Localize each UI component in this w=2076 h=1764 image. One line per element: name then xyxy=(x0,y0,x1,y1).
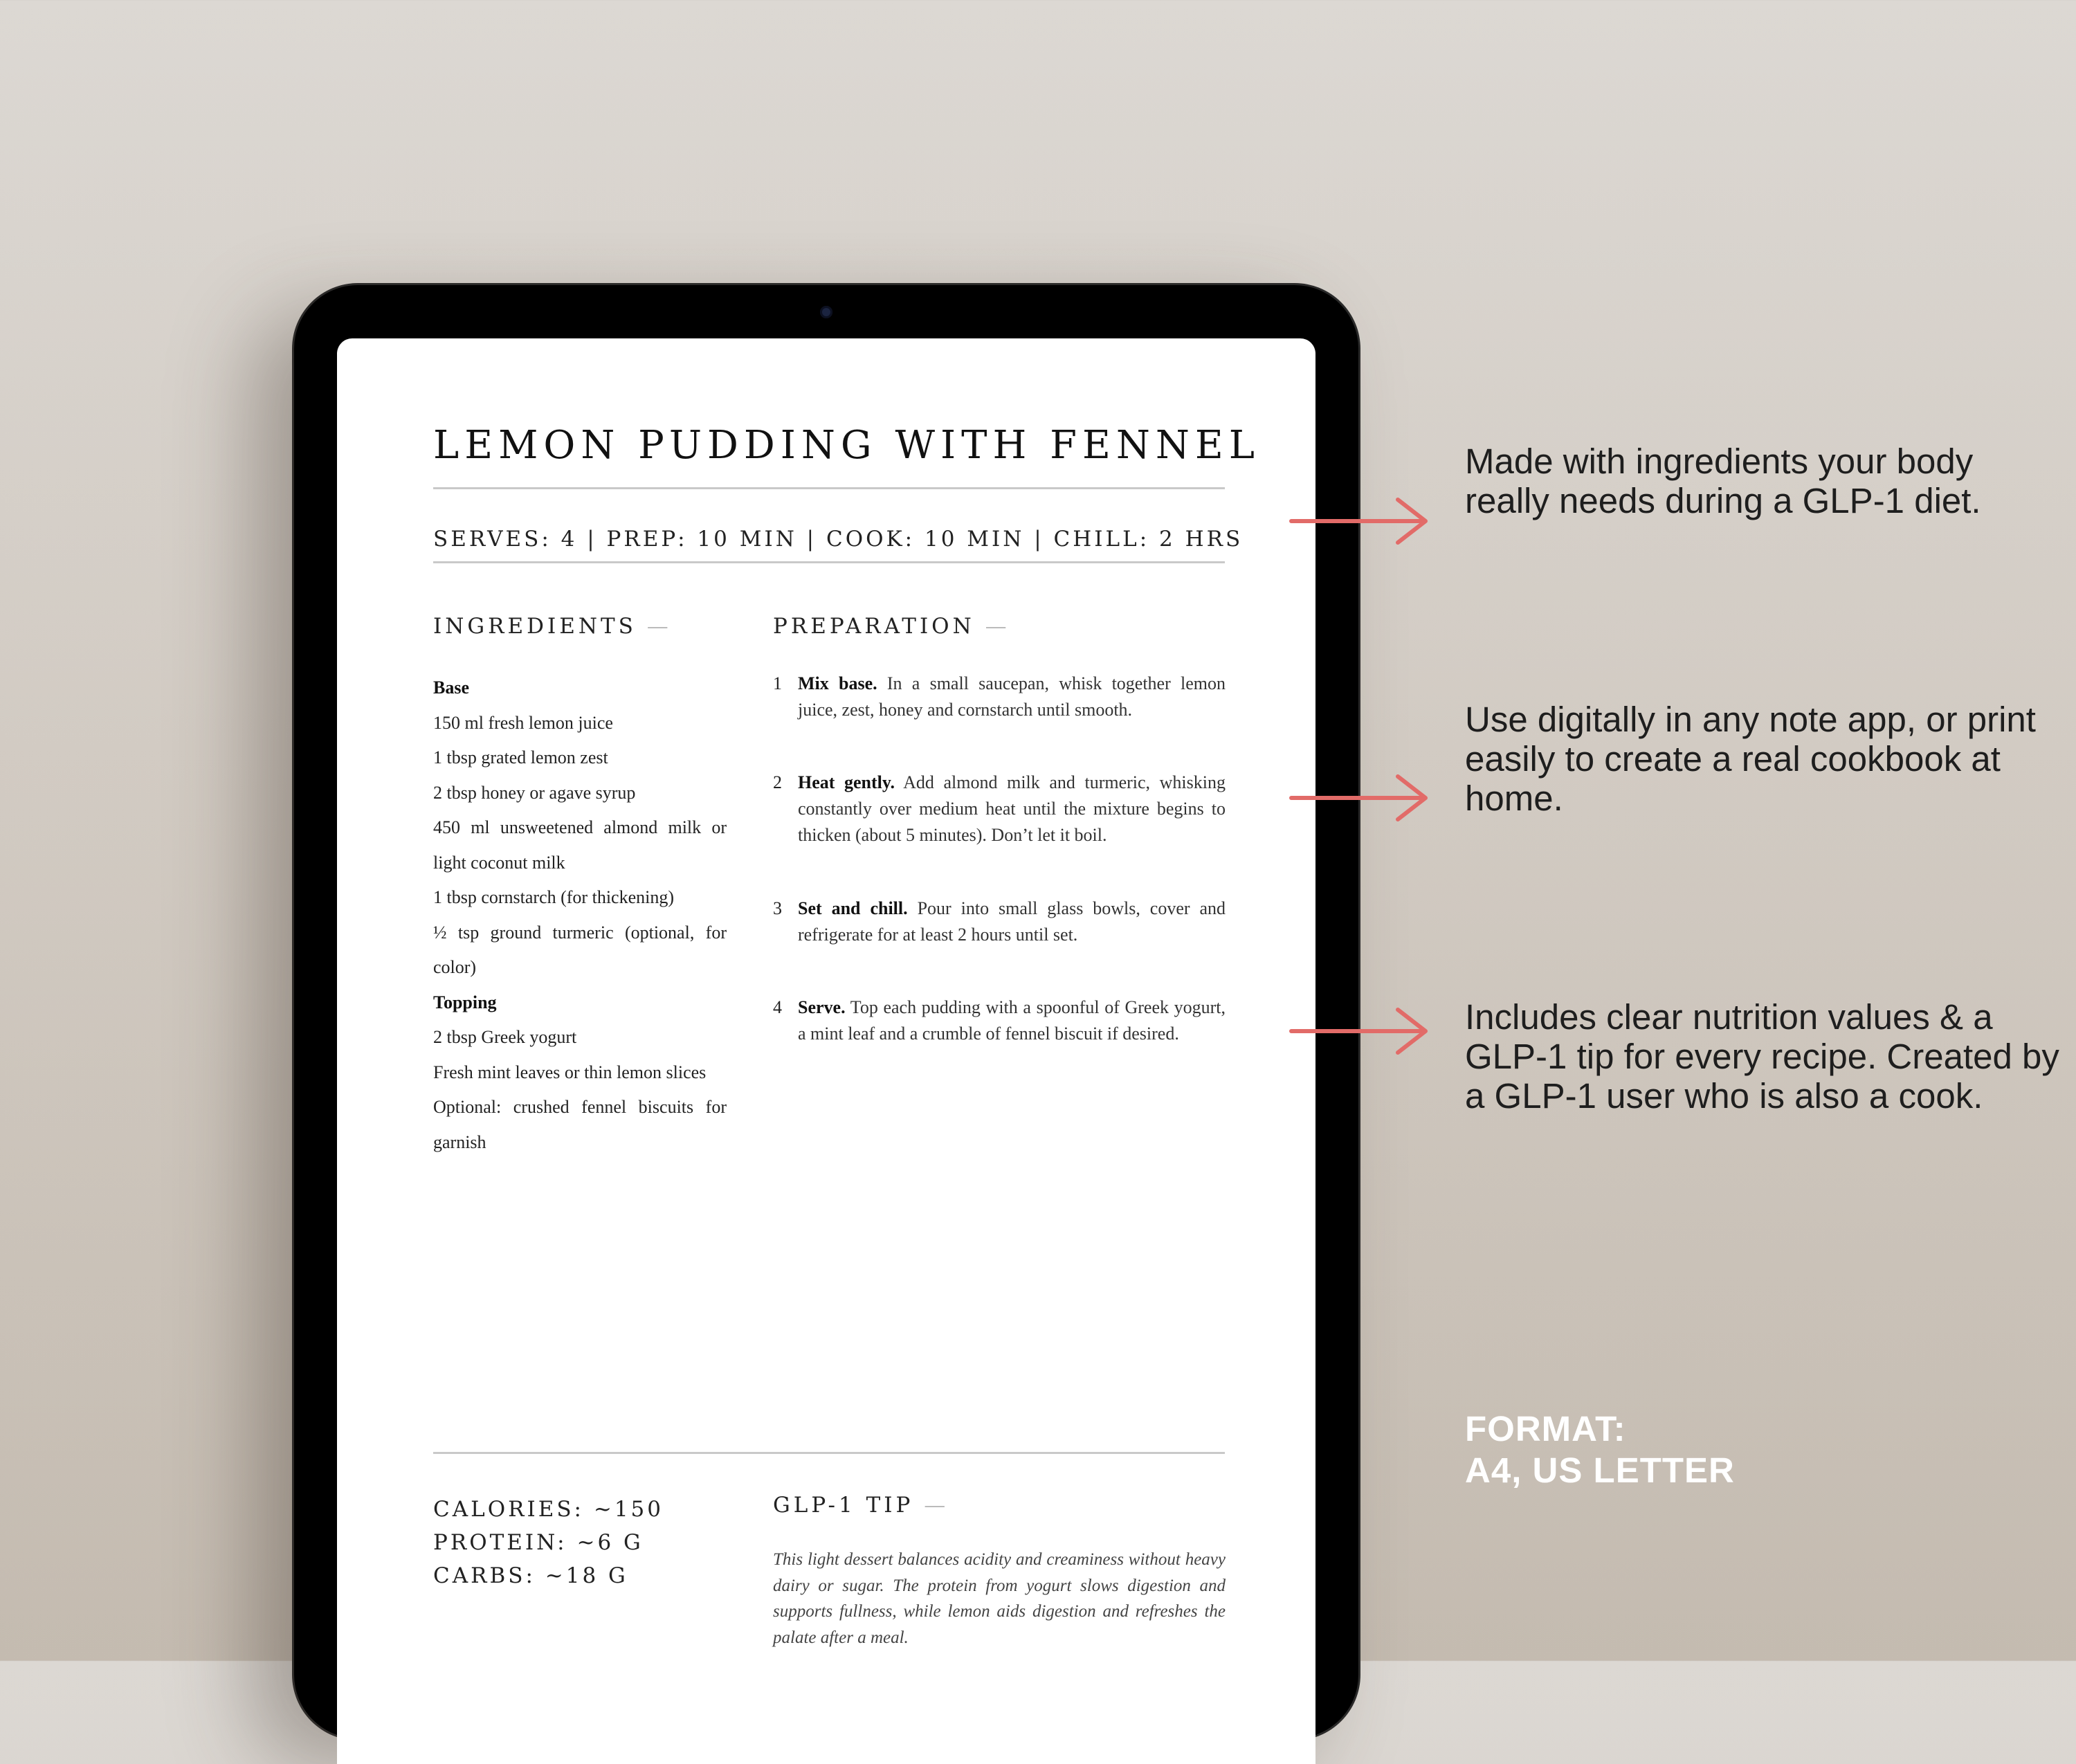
tip-heading xyxy=(773,1493,945,1518)
divider-top xyxy=(433,487,1225,489)
step-body: In a small saucepan, whisk together lemon juice, zest, honey and cornstarch until smooth. xyxy=(798,673,1226,720)
ingredients-list xyxy=(433,671,727,1160)
preparation-heading xyxy=(773,614,1007,639)
preparation-heading-dash: — xyxy=(985,614,1007,639)
step-body: Add almond milk and turmeric, whisking constantly over medium heat until the mixture begins to thicken (about 5 minutes). Don’t let it boil. xyxy=(798,772,1226,845)
right-arrow-icon xyxy=(1289,497,1431,545)
step-text xyxy=(798,994,1226,1047)
step-text xyxy=(798,671,1226,723)
tip-text: This light dessert balances acidity and creaminess without heavy dairy or sugar. The protein from yogurt slows digestion and supports fullness, while lemon aids digestion and refreshes the palate after a meal. xyxy=(773,1550,1226,1647)
format-info xyxy=(1465,1408,1949,1491)
nutrition-protein: PROTEIN: ~6 G xyxy=(433,1530,644,1555)
nutrition-calories: CALORIES: ~150 xyxy=(433,1497,664,1522)
ingredient-item: 1 tbsp grated lemon zest xyxy=(433,747,608,767)
ingredient-item: 2 tbsp honey or agave syrup xyxy=(433,782,636,803)
recipe-page xyxy=(337,338,1315,1764)
callout-nutrition: Includes clear nutrition values & a GLP-1 tip for every recipe. Created by a GLP-1 user who is also a cook. xyxy=(1465,997,2059,1116)
right-arrow-icon xyxy=(1289,774,1431,822)
ingredients-heading-text: INGREDIENTS xyxy=(433,614,637,639)
nutrition-values xyxy=(433,1493,696,1592)
ingredients-heading-dash: — xyxy=(646,614,668,639)
ingredient-group-base: Base xyxy=(433,678,469,698)
nutrition-carbs: CARBS: ~18 G xyxy=(433,1563,628,1588)
ingredient-item: Optional: crushed fennel biscuits for garnish xyxy=(433,1097,727,1152)
preparation-heading-text: PREPARATION xyxy=(773,614,975,639)
step-body: Top each pudding with a spoonful of Greek yogurt, a mint leaf and a crumble of fennel biscuit if desired. xyxy=(798,997,1226,1044)
tip-heading-text: GLP-1 TIP xyxy=(773,1493,914,1518)
recipe-meta: SERVES: 4 | PREP: 10 MIN | COOK: 10 MIN | CHILL: 2 HRS xyxy=(433,527,1244,552)
callout-digital-use: Use digitally in any note app, or print easily to create a real cookbook at home. xyxy=(1465,700,2036,818)
ingredient-group-topping: Topping xyxy=(433,992,497,1012)
ingredients-heading xyxy=(433,614,668,639)
right-arrow-icon xyxy=(1289,1007,1431,1055)
ingredient-item: 150 ml fresh lemon juice xyxy=(433,712,613,733)
ingredient-item: ½ tsp ground turmeric (optional, for color) xyxy=(433,922,727,977)
step-number: 1 xyxy=(773,673,782,693)
callout-ingredients: Made with ingredients your body really needs during a GLP-1 diet. xyxy=(1465,442,1981,520)
ingredient-item: 2 tbsp Greek yogurt xyxy=(433,1027,577,1047)
divider-meta xyxy=(433,561,1225,563)
step-title: Mix base. xyxy=(798,673,877,693)
step-number: 2 xyxy=(773,772,782,792)
step-text xyxy=(798,895,1226,948)
recipe-title: LEMON PUDDING WITH FENNEL xyxy=(433,423,1260,468)
step-title: Heat gently. xyxy=(798,772,895,792)
step-number: 4 xyxy=(773,997,782,1017)
step-title: Serve. xyxy=(798,997,846,1017)
tip-heading-dash: — xyxy=(924,1493,946,1518)
ingredient-item: 450 ml unsweetened almond milk or light coconut milk xyxy=(433,817,727,873)
format-value: A4, US LETTER xyxy=(1465,1451,1735,1490)
step-text xyxy=(798,770,1226,848)
tablet-device xyxy=(294,285,1358,1738)
divider-bottom xyxy=(433,1452,1225,1454)
ingredient-item: Fresh mint leaves or thin lemon slices xyxy=(433,1062,707,1082)
ingredient-item: 1 tbsp cornstarch (for thickening) xyxy=(433,887,675,907)
step-body: Pour into small glass bowls, cover and refrigerate for at least 2 hours until set. xyxy=(798,898,1226,945)
step-number: 3 xyxy=(773,898,782,918)
format-label: FORMAT: xyxy=(1465,1409,1626,1448)
step-title: Set and chill. xyxy=(798,898,908,918)
camera-dot xyxy=(820,306,832,318)
